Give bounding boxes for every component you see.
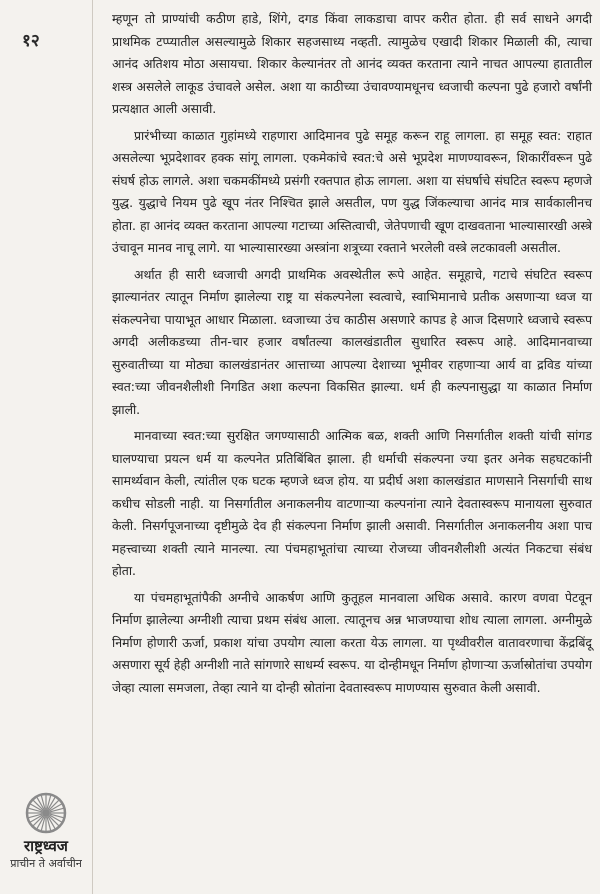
- margin-divider: [92, 0, 93, 894]
- ashoka-chakra-icon: [25, 792, 67, 834]
- book-title: राष्ट्रध्वज: [24, 837, 68, 855]
- book-title-block: [4, 792, 88, 872]
- paragraph-3: अर्थात ही सारी ध्वजाची अगदी प्राथमिक अवस्थेतील रूपे आहेत. समूहाचे, गटाचे संघटित स्वरूप झाल्यानंतर त्यातून निर्माण झालेल्या राष्ट्र या संकल्पनेला स्वत्वाचे, स्वाभिमानाचे प्रतीक असणाऱ्या ध्वज या संकल्पनेचा पायाभूत आधार मिळाला. ध्वजाच्या उंच काठीस असणारे कापड हे आज दिसणारे ध्वजाचे स्वरूप अगदी अलीकडच्या तीन-चार हजार वर्षांतल्या कालखंडातील सुधारित स्वरूप आहे. आदिमानवाच्या सुरुवातीच्या या मोठ्या कालखंडानंतर आत्ताच्या आपल्या देशाच्या भूमीवर राहणाऱ्या आर्य वा द्रविड यांच्या स्वत:च्या जीवनशैलीशी निगडित अशा कल्पना विकसित झाल्या. धर्म ही कल्पनासुद्धा या काळात निर्माण झाली.: [112, 266, 592, 417]
- paragraph-5: या पंचमहाभूतांपैकी अग्नीचे आकर्षण आणि कुतूहल मानवाला अधिक असावे. कारण वणवा पेटवून निर्माण झालेल्या अग्नीशी त्याचा प्रथम संबंध आला. त्यातूनच अन्न भाजण्याचा शोध त्याला लागला. अग्नीमुळे निर्माण होणारी ऊर्जा, प्रकाश यांचा उपयोग त्याला करता येऊ लागला. या पृथ्वीवरील वातावरणाचा केंद्रबिंदू असणारा सूर्य हेही अग्नीशी नाते सांगणारे साधर्म्य स्वरूप. या दोन्हीमधून निर्माण होणाऱ्या ऊर्जास्रोतांचा उपयोग जेव्हा त्याला समजला, तेव्हा त्याने या दोन्ही स्रोतांना देवतास्वरूप माणण्यास सुरुवात केली असावी.: [112, 589, 592, 695]
- paragraph-1: म्हणून तो प्राण्यांची कठीण हाडे, शिंगे, दगड किंवा लाकडाचा वापर करीत होता. ही सर्व साधने अगदी प्राथमिक टप्प्यातील असल्यामुळे शिकार सहजसाध्य नव्हती. त्यामुळेच एखादी शिकार मिळाली की, त्याचा आनंद अतिशय मोठा असायचा. शिकार केल्यानंतर तो आनंद व्यक्त करताना त्याने नाचत आपल्या हातातील शस्त्र असलेले लाकूड उंचावले असेल. अशा या काठीच्या उंचावण्यामधूनच ध्वजाची कल्पना पुढे हजारो वर्षांनी प्रत्यक्षात आली असावी.: [112, 11, 592, 116]
- page-number: १२: [22, 31, 40, 51]
- paragraph-2: प्रारंभीच्या काळात गुहांमध्ये राहणारा आदिमानव पुढे समूह करून राहू लागला. हा समूह स्वत: राहात असलेल्या भूप्रदेशावर हक्क सांगू लागला. एकमेकांचे स्वत:चे असे भूप्रदेश माणण्यावरून, शिकारींवरून पुढे संघर्ष होऊ लागले. अशा चकमकींमध्ये प्रसंगी रक्तपात होऊ लागला. अशा या संघर्षाचे संघटित स्वरूप म्हणजे युद्ध. युद्धाचे नियम पुढे खूप नंतर निश्चित झाले असतील, पण युद्ध जिंकल्याचा आनंद मात्र सार्वकालीनच होता. हा आनंद व्यक्त करताना आपल्या गटाच्या अस्तित्वाची, जेतेपणाची खूण दाखवताना भाल्यासारखी अस्त्रे उंचावून मानव नाचू लागे. या भाल्यासारख्या अस्त्रांना शत्रूच्या रक्ताने भरलेली वस्त्रे लटकावली असतील.: [112, 127, 592, 255]
- paragraph-4: मानवाच्या स्वत:च्या सुरक्षित जगण्यासाठी आत्मिक बळ, शक्ती आणि निसर्गातील शक्ती यांची सांगड घालण्याचा प्रयत्न धर्म या कल्पनेत प्रतिबिंबित झाला. ही धर्माची संकल्पना ज्या इतर अनेक सहघटकांनी सामर्थ्यवान केली, त्यांतील एक घटक म्हणजे ध्वज होय. या प्रदीर्घ अशा कालखंडात माणसाने निसर्गाची साथ कधीच सोडली नाही. या निसर्गातील अनाकलनीय वाटणाऱ्या कल्पनांना त्याने देवतास्वरूप मानायला सुरुवात केली. निसर्गपूजनाच्या दृष्टीमुळे देव ही संकल्पना निर्माण झाली असावी. निसर्गातील अनाकलनीय अशा पाच महत्त्वाच्या शक्ती त्याने मानल्या. त्या पंचमहाभूतांचा त्याच्या रोजच्या जीवनशैलीशी अत्यंत निकटचा संबंध होता.: [112, 428, 592, 578]
- book-subtitle: प्राचीन ते अर्वाचीन: [10, 857, 82, 870]
- body-text: [112, 8, 592, 703]
